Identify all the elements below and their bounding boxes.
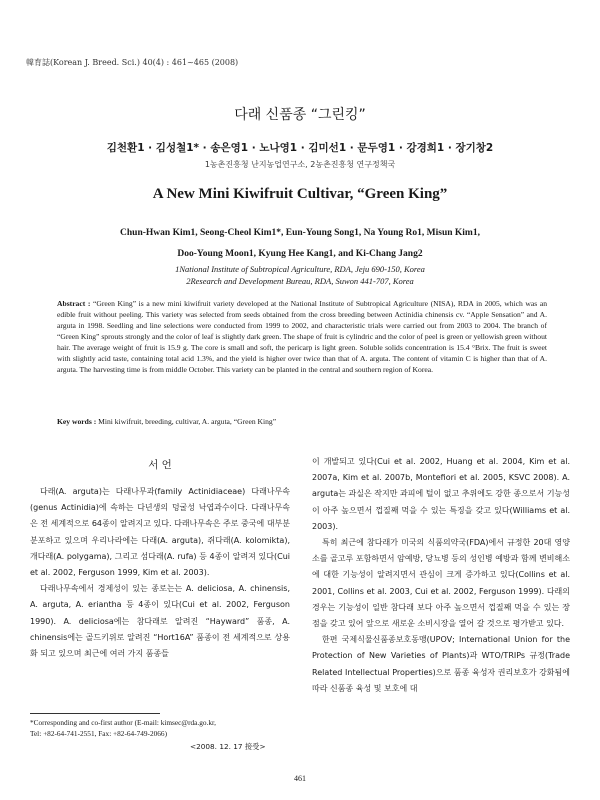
page-number: 461 bbox=[294, 774, 306, 783]
abstract-label: Abstract : bbox=[57, 299, 91, 308]
left-column bbox=[30, 484, 290, 662]
intro-paragraph: 다래나무속에서 경제성이 있는 종로는는 A. deliciosa, A. chinensis, A. arguta, A. eriantha 등 4종이 있다(Cui et al. 2002, Ferguson 1990). A. deliciosa에는 참다래로 알려진 “Hayward” 품종, A. chinensis에는 골드키위로 알려진 “Hort16A” 품종이 전 세계적으로 상용화 되고 있으며 최근에 여러 가지 품종들 bbox=[30, 584, 290, 659]
english-title: A New Mini Kiwifruit Cultivar, “Green King” bbox=[152, 186, 448, 202]
english-affiliation-2: 2Research and Development Bureau, RDA, Suwon 441-707, Korea bbox=[186, 276, 414, 286]
section-heading-introduction: 서 언 bbox=[148, 459, 172, 471]
korean-title: 다래 신품종 “그린킹” bbox=[234, 107, 366, 123]
english-authors bbox=[60, 223, 540, 265]
english-affiliation-1: 1National Institute of Subtropical Agriculture, RDA, Jeju 690-150, Korea bbox=[175, 264, 425, 274]
keywords-label: Key words : bbox=[57, 417, 97, 426]
intro-paragraph: 다래(A. arguta)는 다래나무과(family Actinidiaceae) 다래나무속(genus Actinidia)에 속하는 다년생의 덩굴성 낙엽과수이다. 다래나무속은 전 세계적으로 64종이 알려지고 있다. 다래나무속은 주로 중국에 대부분 분포하고 있으며 우리나라에는 다래(A. arguta), 쥐다래(A. kolomikta), 개다래(A. polygama), 그리고 섬다래(A. rufa) 등 4종이 알려져 있다(Cui et al. 2002, Ferguson 1999, Kim et al. 2003). bbox=[30, 487, 290, 578]
received-date: <2008. 12. 17 接受> bbox=[190, 742, 266, 751]
corresponding-author-footnote bbox=[30, 717, 300, 739]
journal-citation: 韓育誌(Korean J. Breed. Sci.) 40(4) : 461~465 (2008) bbox=[26, 58, 239, 67]
abstract-text: “Green King” is a new mini kiwifruit variety developed at the National Institute of Subtropical Agriculture (NISA), RDA in 2005, which was an edible fruit without peeling. This variety was selected from seeds obtained from the cross breeding between Actinidia chinensis cv. “Apple Sensation” and A. arguta in 1998. Seedling and line selections were conducted from 1999 to 2002, and characteristic trials were carried out from 2003 to 2004. The branch of “Green King” sprouts strongly and the color of leaf is slightly dark green. The shape of fruit is cylindric and the color of peel is green or yellowish green without hair. The average weight of fruit is 15.9 g. The core is small and soft, the pericarp is light green. Soluble solids concentration is 15.4 °Brix. The fruit is sweet with slightly acid taste, containing total acid 1.3%, and the yield is higher over twice than that of A. arguta. The content of vitamin C is higher than that of A. arguta. The harvesting time is from middle October. This variety can be planted in the central and southern region of Korea. bbox=[57, 299, 548, 374]
footnote-divider bbox=[30, 713, 160, 714]
keywords-text: Mini kiwifruit, breeding, cultivar, A. arguta, “Green King” bbox=[98, 417, 277, 426]
intro-paragraph: 이 개발되고 있다(Cui et al. 2002, Huang et al. 2004, Kim et al. 2007a, Kim et al. 2007b, Montefiori et al. 2005, KSVC 2008). A. arguta는 과실은 작지만 과피에 털이 없고 추위에도 강한 종으로서 기능성이 아주 높으면서 껍질째 먹을 수 있는 특징을 갖고 있다(Williams et al. 2003). bbox=[312, 457, 570, 531]
right-column bbox=[312, 454, 570, 697]
english-authors-line1: Chun-Hwan Kim1, Seong-Cheol Kim1*, Eun-Young Song1, Na Young Ro1, Misun Kim1, bbox=[120, 228, 480, 238]
intro-paragraph: 한편 국제식물신품종보호동맹(UPOV; International Union for the Protection of New Varieties of Plants)과 WTO/TRIPs 규정(Trade Related Intellectual Properties)으로 품종 육성자 권리보호가 강화됨에 따라 신품종 육성 및 보호에 대 bbox=[312, 635, 570, 693]
english-authors-line2: Doo-Young Moon1, Kyung Hee Kang1, and Ki-Chang Jang2 bbox=[177, 249, 423, 259]
korean-affiliation: 1농촌진흥청 난지농업연구소, 2농촌진흥청 연구정책국 bbox=[204, 160, 396, 169]
footnote-line2: Tel: +82-64-741-2551, Fax: +82-64-749-2066) bbox=[30, 729, 168, 738]
intro-paragraph: 특히 최근에 참다래가 미국의 식품의약국(FDA)에서 규정한 20대 영양소를 골고루 포함하면서 암예방, 당뇨병 등의 성인병 예방과 함께 변비해소에 대한 기능성이 알려지면서 관심이 크게 증가하고 있다(Collins et al. 2001, Collins et al. 2003, Cui et al. 2002, Ferguson 1999). 다래의 경우는 기능성이 일반 참다래 보다 아주 높으면서 껍질째 먹을 수 있는 장점을 갖고 있어 앞으로 새로운 소비시장을 열어 갈 것으로 평가받고 있다. bbox=[312, 538, 570, 629]
abstract bbox=[57, 298, 547, 375]
footnote-line1: *Corresponding and co-first author (E-mail: kimsec@rda.go.kr, bbox=[30, 718, 216, 727]
english-affiliations bbox=[0, 263, 600, 287]
korean-authors: 김천환1 · 김성철1* · 송은영1 · 노나영1 · 김미선1 · 문두영1 · 강경희1 · 장기창2 bbox=[106, 142, 494, 154]
keywords bbox=[57, 417, 547, 426]
